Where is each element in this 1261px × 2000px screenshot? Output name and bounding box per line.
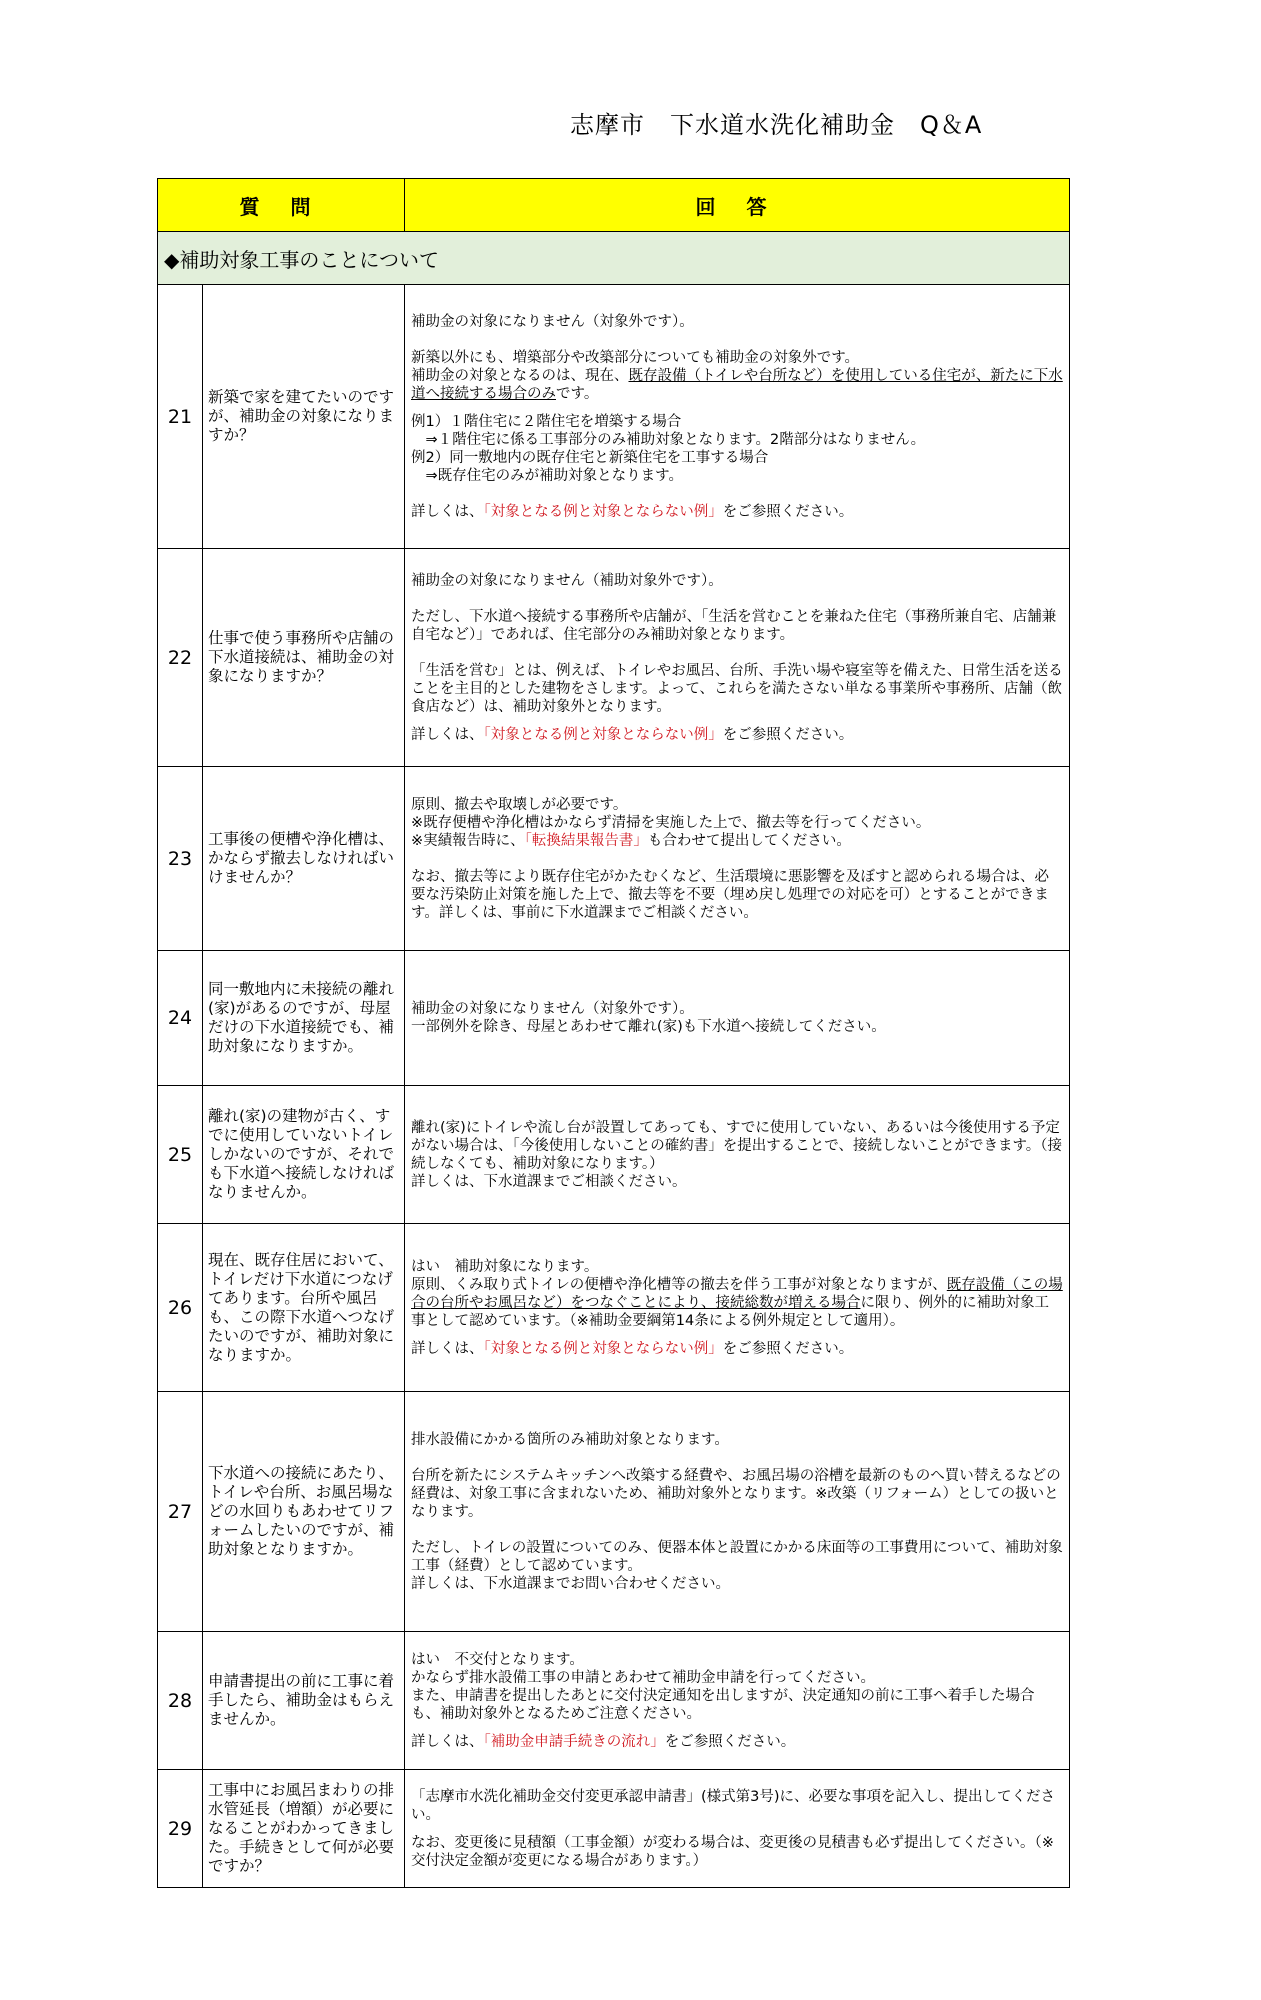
question-number: 25 <box>158 1086 203 1224</box>
answer-line: ただし、トイレの設置についてのみ、便器本体と設置にかかる床面等の工事費用について、補助対象工事（経費）として認めています。 <box>411 1539 1063 1574</box>
question-number: 22 <box>158 549 203 767</box>
answer-line: ※既存便槽や浄化槽はかならず清掃を実施した上で、撤去等を行ってください。 <box>411 814 931 831</box>
underlined-text: 既存設備（この場合の台所やお風呂など）をつなぐことにより、接続総数が増える場合 <box>411 1276 1063 1311</box>
answer-line: 詳しくは、下水道課までお問い合わせください。 <box>411 1575 730 1592</box>
reference-link[interactable]: 「対象となる例と対象とならない例」 <box>483 1340 723 1357</box>
question-number: 24 <box>158 951 203 1086</box>
question-number: 21 <box>158 285 203 549</box>
answer-line: ただし、下水道へ接続する事務所や店舗が、「生活を営むことを兼ねた住宅（事務所兼自宅、店舗兼自宅など）」であれば、住宅部分のみ補助対象となります。 <box>411 608 1057 643</box>
question-text: 同一敷地内に未接続の離れ(家)があるのですが、母屋だけの下水道接続でも、補助対象になりますか。 <box>203 951 405 1086</box>
answer-text: 詳しくは、 <box>411 1733 484 1750</box>
answer-line: ⇒既存住宅のみが補助対象となります。 <box>411 467 683 484</box>
answer-cell <box>405 1392 1070 1632</box>
table-row <box>158 1224 1070 1392</box>
answer-text: 詳しくは、 <box>411 726 484 743</box>
answer-paragraph <box>411 1340 1063 1358</box>
answer-line: 「志摩市水洗化補助金交付変更承認申請書」(様式第3号)に、必要な事項を記入し、提出してください。 <box>411 1788 1056 1823</box>
qa-table <box>157 178 1070 1888</box>
answer-paragraph <box>411 1733 1063 1751</box>
answer-line: 台所を新たにシステムキッチンへ改築する経費や、お風呂場の浴槽を最新のものへ買い替えるなどの経費は、対象工事に含まれないため、補助対象外となります。※改築（リフォーム）としての扱いとなります。 <box>411 1467 1061 1520</box>
answer-cell <box>405 1632 1070 1770</box>
table-row <box>158 1770 1070 1888</box>
answer-line: なお、変更後に見積額（工事金額）が変わる場合は、変更後の見積書も必ず提出してください。（※交付決定金額が変更になる場合があります。） <box>411 1834 1054 1869</box>
answer-line: 原則、撤去や取壊しが必要です。 <box>411 796 628 813</box>
answer-cell <box>405 1224 1070 1392</box>
answer-text: をご参照ください。 <box>722 503 854 520</box>
answer-cell <box>405 767 1070 951</box>
answer-line: 排水設備にかかる箇所のみ補助対象となります。 <box>411 1431 729 1448</box>
answer-text: ※実績報告時に、 <box>411 832 525 849</box>
answer-text: をご参照ください。 <box>722 726 854 743</box>
question-text: 下水道への接続にあたり、トイレや台所、お風呂場などの水回りもあわせてリフォームしたいのですが、補助対象となりますか。 <box>203 1392 405 1632</box>
table-row <box>158 285 1070 549</box>
question-text: 新築で家を建てたいのですが、補助金の対象になりますか？ <box>203 285 405 549</box>
question-column-header: 質 問 <box>158 179 405 232</box>
answer-line: 補助金の対象になりません（対象外です）。 <box>411 1001 694 1017</box>
question-number: 28 <box>158 1632 203 1770</box>
table-row <box>158 767 1070 951</box>
question-text: 工事中にお風呂まわりの排水管延長（増額）が必要になることがわかってきました。手続きとして何が必要ですか？ <box>203 1770 405 1888</box>
answer-paragraph <box>411 503 1063 521</box>
question-text: 申請書提出の前に工事に着手したら、補助金はもらえませんか。 <box>203 1632 405 1770</box>
answer-line: 「生活を営む」とは、例えば、トイレやお風呂、台所、手洗い場や寝室等を備えた、日常生活を送ることを主目的とした建物をさします。よって、これらを満たさない単なる事業所や事務所、店舗（飲食店など）は、補助対象外となります。 <box>411 662 1063 715</box>
question-number: 29 <box>158 1770 203 1888</box>
answer-line: 詳しくは、下水道課までご相談ください。 <box>411 1173 687 1190</box>
question-text: 現在、既存住居において、トイレだけ下水道につなげてあります。台所や風呂も、この際下水道へつなげたいのですが、補助対象になりますか。 <box>203 1224 405 1392</box>
answer-line: 補助金の対象になりません（対象外です）。 <box>411 313 694 330</box>
question-text: 仕事で使う事務所や店舗の下水道接続は、補助金の対象になりますか？ <box>203 549 405 767</box>
answer-line: 例1）１階住宅に２階住宅を増築する場合 <box>411 413 682 430</box>
answer-column-header: 回 答 <box>405 179 1070 232</box>
answer-line: かならず排水設備工事の申請とあわせて補助金申請を行ってください。 <box>411 1669 875 1686</box>
answer-line: はい 補助対象になります。 <box>411 1258 599 1275</box>
table-header-row <box>158 179 1070 232</box>
table-row <box>158 1086 1070 1224</box>
table-row <box>158 951 1070 1086</box>
answer-text: をご参照ください。 <box>722 1340 854 1357</box>
answer-line: また、申請書を提出したあとに交付決定通知を出しますが、決定通知の前に工事へ着手した場合も、補助対象外となるためご注意ください。 <box>411 1687 1035 1722</box>
question-text: 離れ(家)の建物が古く、すでに使用していないトイレしかないのですが、それでも下水道へ接続しなければなりませんか。 <box>203 1086 405 1224</box>
question-number: 27 <box>158 1392 203 1632</box>
answer-cell <box>405 549 1070 767</box>
answer-text: です。 <box>556 385 599 402</box>
table-row <box>158 1392 1070 1632</box>
answer-line: 新築以外にも、増築部分や改築部分についても補助金の対象外です。 <box>411 349 860 366</box>
answer-text: 原則、くみ取り式トイレの便槽や浄化槽等の撤去を伴う工事が対象となりますが、 <box>411 1276 947 1293</box>
answer-line: 離れ(家)にトイレや流し台が設置してあっても、すでに使用していない、あるいは今後使用する予定がない場合は、「今後使用しないことの確約書」を提出することで、接続しないことができます。（接続しなくても、補助対象になります。） <box>411 1119 1063 1172</box>
answer-text: 詳しくは、 <box>411 503 484 520</box>
table-row <box>158 549 1070 767</box>
answer-line: なお、撤去等により既存住宅がかたむくなど、生活環境に悪影響を及ぼすと認められる場合は、必要な汚染防止対策を施した上で、撤去等を不要（埋め戻し処理での対応を可）とすることができます。詳しくは、事前に下水道課までご相談ください。 <box>411 868 1049 921</box>
question-number: 26 <box>158 1224 203 1392</box>
reference-link[interactable]: 「対象となる例と対象とならない例」 <box>483 726 723 743</box>
answer-cell <box>405 1086 1070 1224</box>
answer-cell <box>405 951 1070 1086</box>
table-row <box>158 1632 1070 1770</box>
answer-cell <box>405 1770 1070 1888</box>
reference-link[interactable]: 「対象となる例と対象とならない例」 <box>483 503 723 520</box>
answer-paragraph <box>411 1276 1063 1330</box>
answer-text: に限り、例外的に補助対象工事として認めています。（※補助金要綱第14条による例外規定として適用）。 <box>411 1294 1049 1329</box>
answer-paragraph <box>411 726 1063 744</box>
answer-paragraph <box>411 367 1063 403</box>
answer-line: 補助金の対象になりません（補助対象外です）。 <box>411 572 723 589</box>
reference-link[interactable]: 「補助金申請手続きの流れ」 <box>483 1733 665 1750</box>
question-text: 工事後の便槽や浄化槽は、かならず撤去しなければいけませんか？ <box>203 767 405 951</box>
answer-line: 例2）同一敷地内の既存住宅と新築住宅を工事する場合 <box>411 449 769 466</box>
question-number: 23 <box>158 767 203 951</box>
answer-text: をご参照ください。 <box>664 1733 796 1750</box>
answer-text: 補助金の対象となるのは、現在、 <box>411 367 629 384</box>
document-title: 志摩市 下水道水洗化補助金 Q＆A <box>570 111 983 139</box>
answer-line: はい 不交付となります。 <box>411 1651 584 1668</box>
section-title: ◆補助対象工事のことについて <box>158 232 1070 285</box>
reference-link[interactable]: 「転換結果報告書」 <box>524 832 648 849</box>
answer-line: ⇒１階住宅に係る工事部分のみ補助対象となります。2階部分はなりません。 <box>411 431 926 448</box>
answer-paragraph <box>411 832 1063 850</box>
answer-text: 詳しくは、 <box>411 1340 484 1357</box>
section-row <box>158 232 1070 285</box>
answer-text: も合わせて提出してください。 <box>647 832 851 849</box>
answer-line: 一部例外を除き、母屋とあわせて離れ(家)も下水道へ接続してください。 <box>411 1019 886 1035</box>
answer-cell <box>405 285 1070 549</box>
underlined-text: 既存設備（トイレや台所など）を使用している住宅が、新たに下水道へ接続する場合のみ <box>411 367 1063 402</box>
